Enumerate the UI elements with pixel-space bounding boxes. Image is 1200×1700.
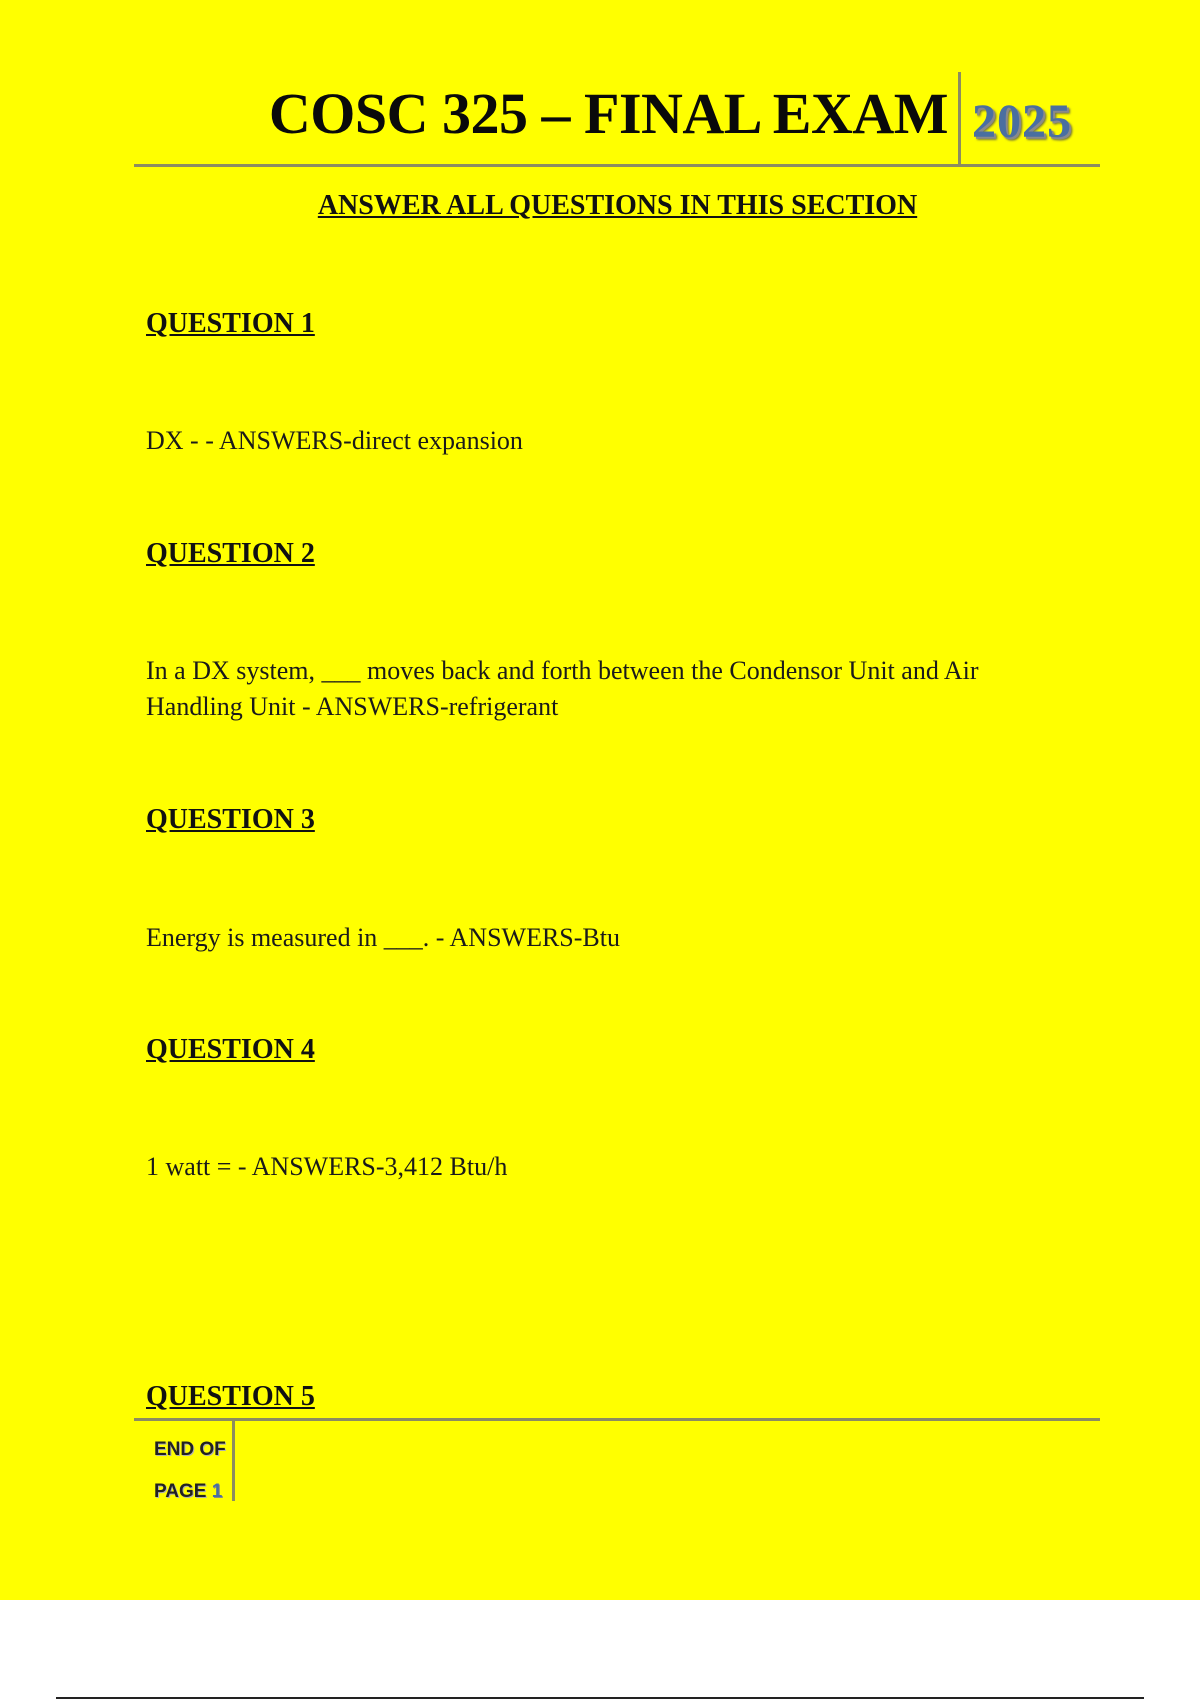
- question-text: Energy is measured in ___. - ANSWERS-Btu: [146, 923, 620, 952]
- header-divider: [958, 72, 961, 164]
- question-2-heading-block: [146, 538, 1076, 570]
- header-year: 2025: [972, 95, 1072, 148]
- footer-page-word: PAGE: [154, 1481, 207, 1502]
- question-2-body: [146, 653, 1076, 725]
- question-4-heading-block: [146, 1034, 1076, 1066]
- footer-line-2: [154, 1471, 226, 1513]
- footer-label: [154, 1429, 226, 1513]
- question-heading: QUESTION 2: [146, 538, 315, 569]
- footer-line-1: END OF: [154, 1439, 226, 1460]
- bottom-rule: [56, 1697, 1144, 1699]
- question-heading: QUESTION 1: [146, 308, 315, 339]
- question-1-body: [146, 423, 1076, 459]
- section-instructions: ANSWER ALL QUESTIONS IN THIS SECTION: [317, 190, 918, 221]
- question-text: DX - - ANSWERS-direct expansion: [146, 426, 523, 455]
- footer-divider: [232, 1421, 235, 1501]
- question-3-heading-block: [146, 804, 1076, 836]
- question-heading: QUESTION 4: [146, 1034, 315, 1065]
- page-header: [134, 72, 1100, 167]
- question-4-body: [146, 1149, 1076, 1185]
- question-1-heading-block: [146, 308, 1076, 340]
- question-text: 1 watt = - ANSWERS-3,412 Btu/h: [146, 1152, 508, 1181]
- question-text: In a DX system, ___ moves back and forth between the Condensor Unit and Air Handling Unit - ANSWERS-refrigerant: [146, 656, 979, 721]
- question-heading: QUESTION 5: [146, 1381, 315, 1412]
- question-5-heading-block: [146, 1381, 1076, 1413]
- page-footer: [134, 1418, 1100, 1503]
- question-3-body: [146, 920, 1076, 956]
- footer-page-number: 1: [211, 1481, 223, 1502]
- page-title: COSC 325 – FINAL EXAM: [268, 81, 948, 146]
- question-heading: QUESTION 3: [146, 804, 315, 835]
